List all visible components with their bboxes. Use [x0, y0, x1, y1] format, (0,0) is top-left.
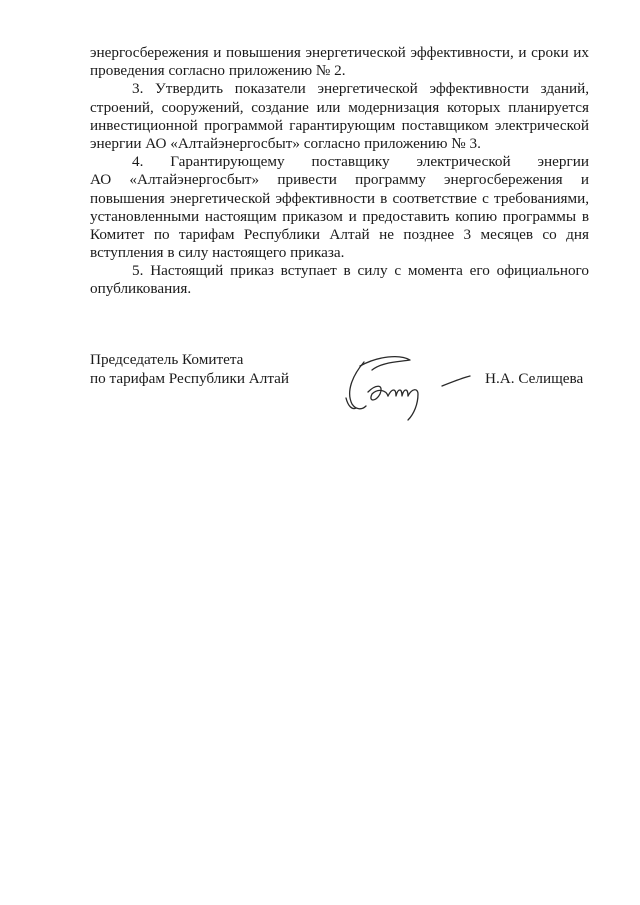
text-line: энергосбережения и повышения энергетической эффективности, и сроки их [90, 44, 589, 61]
text-line: АО «Алтайэнергосбыт» привести программу энергосбережения и [90, 171, 589, 189]
text-line: повышения энергетической эффективности в соответствие с требованиями, [90, 189, 589, 207]
text-line: Комитет по тарифам Республики Алтай не позднее 3 месяцев со дня [90, 225, 589, 243]
text-line: установленными настоящим приказом и предоставить копию программы в [90, 207, 589, 225]
paragraph-3 [90, 80, 589, 153]
signer-position-line: по тарифам Республики Алтай [90, 370, 290, 387]
paragraph-4 [90, 153, 589, 262]
paragraph-continuation [90, 44, 589, 80]
text-line: энергии АО «Алтайэнергосбыт» согласно приложению № 3. [90, 134, 481, 152]
handwritten-signature [338, 348, 478, 428]
signer-name: Н.А. Селищева [485, 370, 584, 387]
text-line: строений, сооружений, создание или модернизация которых планируется [90, 98, 589, 116]
text-line: 5. Настоящий приказ вступает в силу с момента его официального [132, 262, 589, 280]
text-line: вступления в силу настоящего приказа. [90, 244, 345, 262]
signer-position [90, 350, 289, 388]
text-line: 3. Утвердить показатели энергетической эффективности зданий, [132, 80, 589, 98]
text-line: инвестиционной программой гарантирующим поставщиком электрической [90, 116, 589, 134]
text-line: проведения согласно приложению № 2. [90, 62, 346, 80]
signer-position-line: Председатель Комитета [90, 351, 244, 368]
document-body [90, 44, 589, 299]
paragraph-5 [90, 262, 589, 298]
text-line: опубликования. [90, 280, 192, 298]
text-line: 4. Гарантирующему поставщику электрической энергии [132, 153, 589, 171]
